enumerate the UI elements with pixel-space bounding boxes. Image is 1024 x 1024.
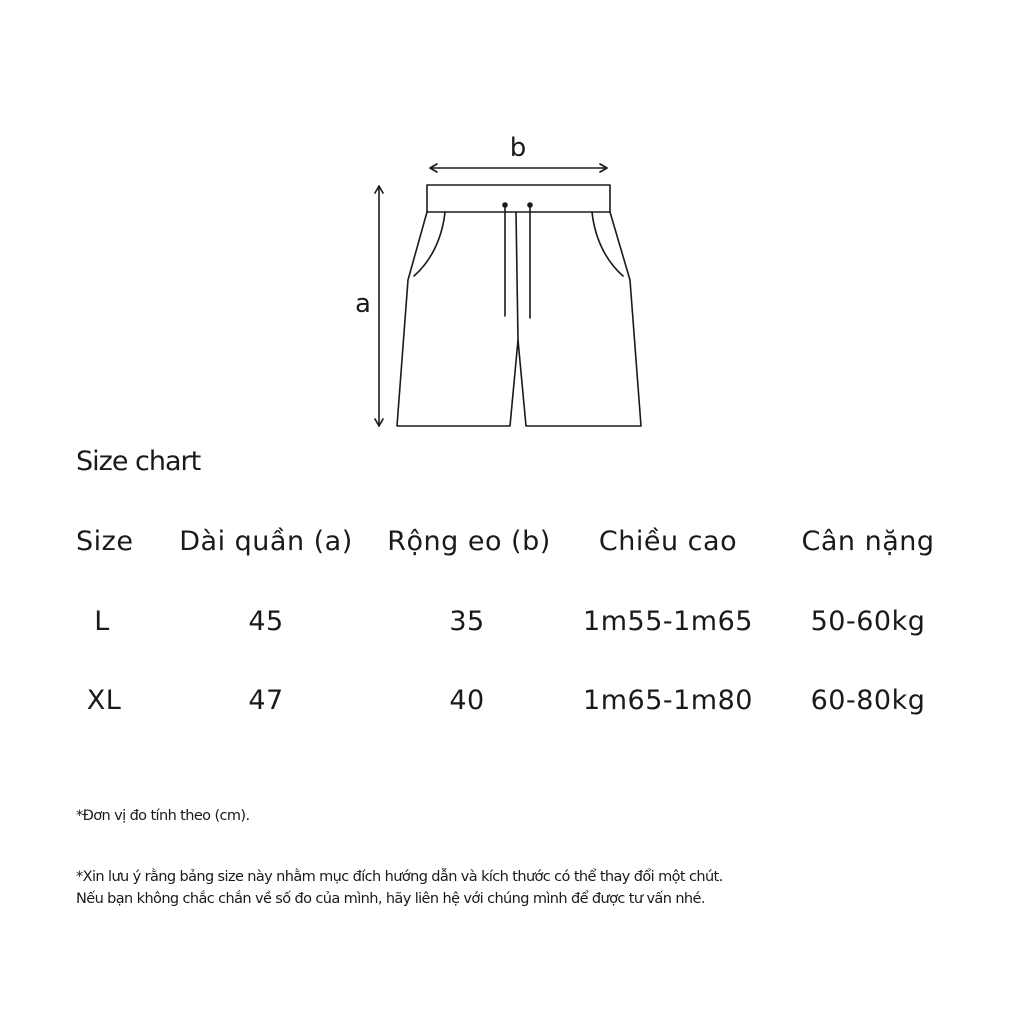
drawstring-eyelet-left	[502, 202, 508, 208]
cell-weight: 60-80kg	[810, 685, 926, 716]
disclaimer-line-1: *Xin lưu ý rằng bảng size này nhằm mục đích hướng dẫn và kích thước có thể thay đổi một chút.	[76, 869, 723, 885]
drawstring-eyelet-right	[527, 202, 533, 208]
header-length: Dài quần (a)	[179, 526, 353, 557]
header-waist: Rộng eo (b)	[387, 526, 551, 557]
cell-size: XL	[86, 685, 122, 716]
table-header-row	[0, 526, 1024, 576]
cell-height: 1m55-1m65	[583, 606, 753, 637]
cell-length: 47	[248, 685, 284, 716]
unit-note: *Đơn vị đo tính theo (cm).	[76, 808, 250, 824]
label-a: a	[355, 289, 371, 319]
length-arrow	[375, 186, 383, 426]
shorts-measurement-diagram	[0, 0, 1024, 450]
cell-waist: 35	[449, 606, 485, 637]
cell-length: 45	[248, 606, 284, 637]
waistband	[427, 185, 610, 212]
drawstring-middle	[516, 212, 518, 340]
width-arrow	[430, 164, 607, 172]
cell-height: 1m65-1m80	[583, 685, 753, 716]
label-b: b	[509, 133, 527, 163]
shorts-body	[397, 212, 641, 426]
header-weight: Cân nặng	[801, 526, 935, 557]
cell-waist: 40	[449, 685, 485, 716]
cell-size: L	[94, 606, 110, 637]
header-size: Size	[76, 526, 134, 557]
size-chart-title: Size chart	[76, 446, 201, 477]
disclaimer-line-2: Nếu bạn không chắc chắn về số đo của mình, hãy liên hệ với chúng mình để được tư vấn nhé.	[76, 891, 705, 907]
table-row	[0, 606, 1024, 656]
right-pocket	[592, 212, 623, 276]
table-row	[0, 685, 1024, 735]
header-height: Chiều cao	[598, 526, 738, 557]
cell-weight: 50-60kg	[810, 606, 926, 637]
